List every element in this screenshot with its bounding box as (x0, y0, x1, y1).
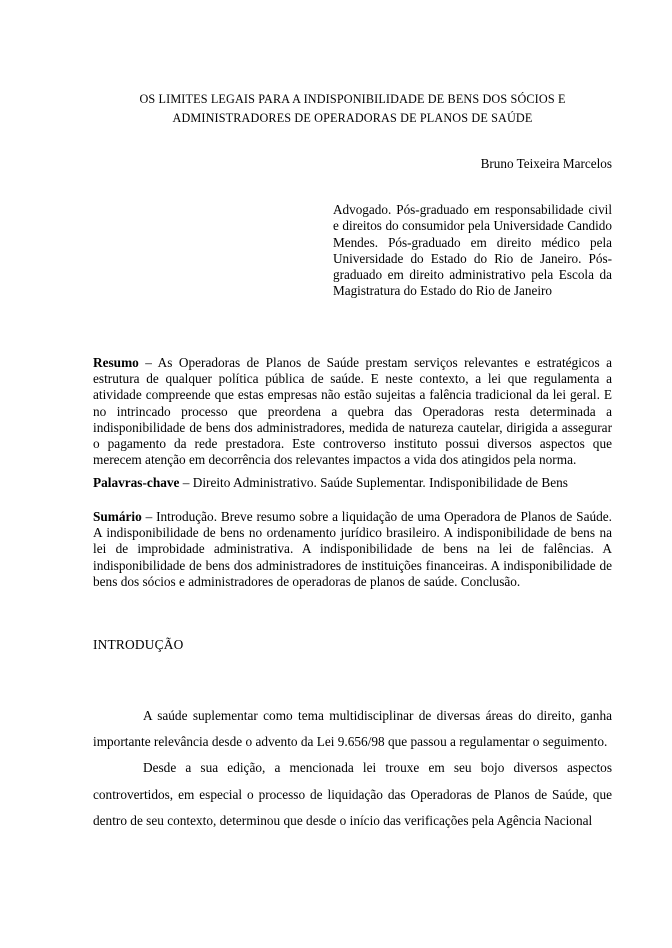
keywords-label: Palavras-chave (93, 475, 180, 490)
keywords-separator: – (179, 475, 193, 490)
author-name: Bruno Teixeira Marcelos (480, 156, 612, 171)
keywords-text: Direito Administrativo. Saúde Suplementar. Indisponibilidade de Bens (192, 475, 568, 490)
abstract-text: As Operadoras de Planos de Saúde prestam serviços relevantes e estratégicos a estrutura de qualquer política pública de saúde. E neste contexto, a lei que regulamenta a atividade compreende que estas empresas não estão sujeitas a falência tradicional da lei geral. E no intrincado processo que preordena a quebra das Operadoras resta determinada a indisponibilidade de bens dos administradores, medida de natureza cautelar, dirigida a assegurar o pagamento da rede prestadora. Este controverso instituto possui diversos aspectos que merecem atenção em decorrência dos relevantes impactos a vida dos atingidos pela norma. (93, 355, 612, 468)
abstract-label: Resumo (93, 355, 139, 370)
summary-separator: – (141, 509, 157, 524)
author-bio: Advogado. Pós-graduado em responsabilidade civil e direitos do consumidor pela Universidade Candido Mendes. Pós-graduado em direito médico pela Universidade do Estado do Rio de Janeiro. Pós-graduado em direito administrativo pela Escola da Magistratura do Estado do Rio de Janeiro (333, 202, 612, 299)
page-title (93, 90, 612, 128)
summary-text: Introdução. Breve resumo sobre a liquidação de uma Operadora de Planos de Saúde. A indisponibilidade de bens no ordenamento jurídico brasileiro. A indisponibilidade de bens na lei de improbidade administrativa. A indisponibilidade de bens na lei de falências. A indisponibilidade de bens dos administradores de instituições financeiras. A indisponibilidade de bens dos sócios e administradores de operadoras de planos de saúde. Conclusão. (93, 509, 612, 589)
keywords-block (93, 475, 612, 491)
body-paragraph: Desde a sua edição, a mencionada lei trouxe em seu bojo diversos aspectos controvertidos, em especial o processo de liquidação das Operadoras de Planos de Saúde, que dentro de seu contexto, determinou que desde o início das verificações pela Agência Nacional (93, 760, 612, 828)
introduction-heading: INTRODUÇÃO (93, 637, 184, 652)
introduction-body (93, 703, 612, 834)
page-title-line-1: OS LIMITES LEGAIS PARA A INDISPONIBILIDADE DE BENS DOS SÓCIOS E (139, 92, 566, 106)
summary-block (93, 509, 612, 590)
page-title-line-2: ADMINISTRADORES DE OPERADORAS DE PLANOS DE SAÚDE (172, 111, 533, 125)
abstract-block (93, 355, 612, 468)
body-paragraph: A saúde suplementar como tema multidisciplinar de diversas áreas do direito, ganha importante relevância desde o advento da Lei 9.656/98 que passou a regulamentar o seguimento. (93, 708, 612, 750)
summary-label: Sumário (93, 509, 142, 524)
abstract-separator: – (138, 355, 158, 370)
